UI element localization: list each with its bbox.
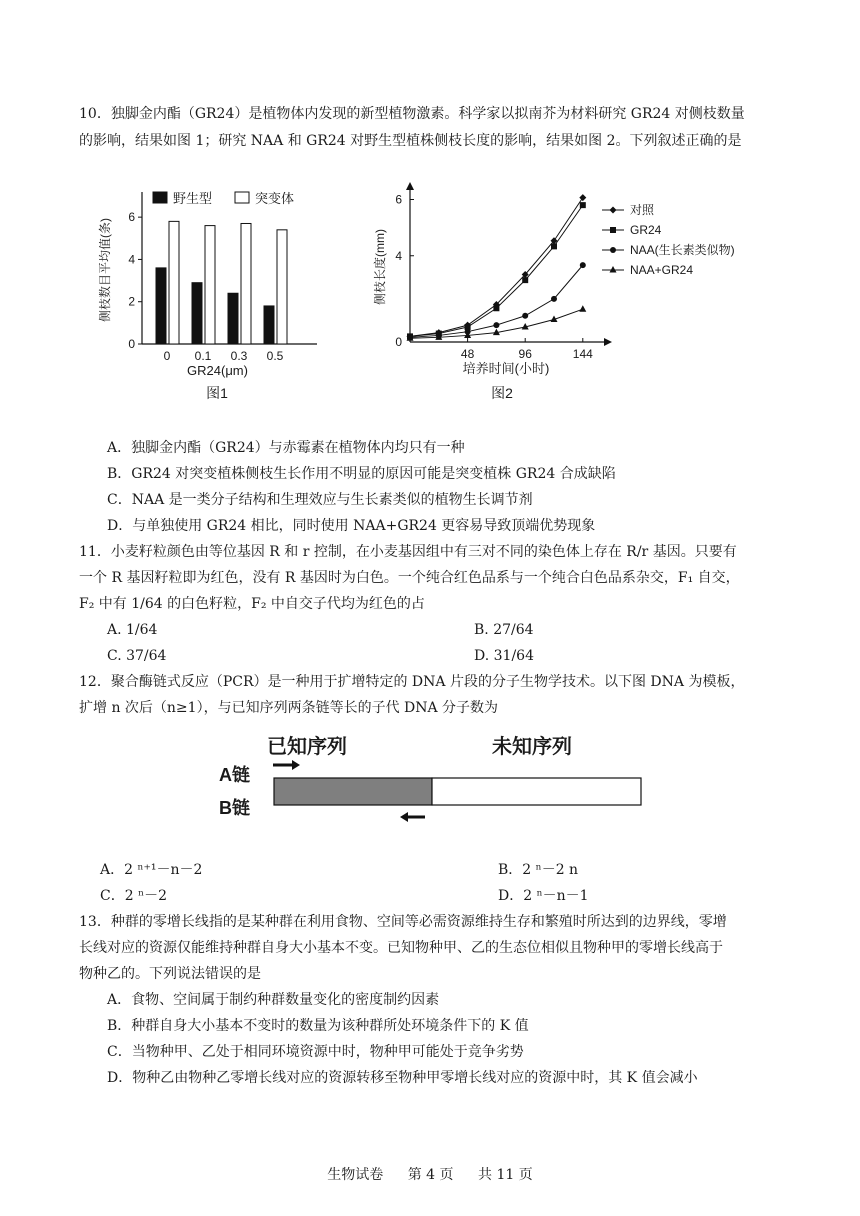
q13-option-d: D．物种乙由物种乙零增长线对应的资源转移至物种甲零增长线对应的资源中时，其 K 值会减小	[107, 1070, 698, 1086]
q13-option-b: B．种群自身大小基本不变时的数量为该种群所处环境条件下的 K 值	[107, 1018, 529, 1034]
q10-stem-line1: 10．独脚金内酯（GR24）是植物体内发现的新型植物激素。科学家以拟南芥为材料研究 GR24 对侧枝数量	[79, 106, 745, 122]
fig1-bar-wildtype	[228, 293, 238, 344]
fig2-x-tick-label: 96	[518, 347, 532, 361]
fig2-point-circle	[551, 296, 557, 302]
fig2-point-square	[493, 305, 499, 311]
fig2-legend-label: 对照	[630, 203, 655, 217]
fig1-bar-mutant	[277, 230, 287, 344]
q12-option-b: B．2 ⁿ－2 n	[498, 862, 579, 878]
fig1-y-tick-label: 6	[128, 210, 135, 225]
fig1-y-axis-label: 侧枝数目平均值(条)	[98, 218, 112, 322]
q11-option-a: A. 1/64	[107, 622, 158, 638]
fig1-y-tick-label: 4	[128, 252, 135, 267]
fig2-y-axis-arrow-icon	[406, 182, 414, 190]
q10-stem-line2: 的影响，结果如图 1；研究 NAA 和 GR24 对野生型植株侧枝长度的影响，结果如图 2。下列叙述正确的是	[79, 133, 742, 149]
fig2-point-square	[551, 243, 557, 249]
unknown-sequence-label: 未知序列	[492, 736, 572, 758]
fig2-point-diamond	[579, 194, 586, 201]
footer-page-number: 第 4 页	[407, 1167, 454, 1183]
fig2-legend-marker-circle-icon	[610, 247, 616, 253]
fig2-x-tick-label: 48	[460, 347, 475, 361]
q11-stem-line3: F₂ 中有 1/64 的白色籽粒，F₂ 中自交子代均为红色的占	[79, 596, 425, 612]
fig2-x-axis-arrow-icon	[604, 338, 612, 346]
reverse-primer-arrow-icon	[400, 812, 425, 822]
q12-option-d: D．2 ⁿ－n－1	[498, 888, 589, 904]
q11-option-c: C. 37/64	[107, 648, 167, 664]
fig2-legend-label: GR24	[630, 223, 662, 237]
fig2-series-line-diamond	[410, 198, 583, 337]
q11-option-b: B. 27/64	[474, 622, 534, 638]
fig1-bar-mutant	[241, 223, 251, 344]
q11-stem-line2: 一个 R 基因籽粒即为红色，没有 R 基因时为白色。一个纯合红色品系与一个纯合白色品系杂交，F₁ 自交，	[79, 570, 740, 586]
known-sequence-label: 已知序列	[267, 736, 347, 758]
q12-stem-line1: 12．聚合酶链式反应（PCR）是一种用于扩增特定的 DNA 片段的分子生物学技术。以下图 DNA 为模板，	[79, 674, 745, 690]
fig2-point-triangle	[579, 305, 586, 312]
q12-option-a: A．2 ⁿ⁺¹－n－2	[100, 862, 203, 878]
fig2-legend-label: NAA(生长素类似物)	[630, 243, 735, 257]
figure-2-line-chart	[370, 180, 770, 405]
fig2-point-square	[580, 202, 586, 208]
fig2-y-tick-label: 6	[395, 192, 402, 207]
q11-stem-line1: 11．小麦籽粒颜色由等位基因 R 和 r 控制，在小麦基因组中有三对不同的染色体上存在 R/r 基因。只要有	[79, 544, 737, 560]
fig2-y-tick-label: 4	[395, 248, 402, 263]
fig2-point-square	[522, 277, 528, 283]
fig1-legend-swatch	[235, 192, 249, 203]
q12-stem-line2: 扩增 n 次后（n≥1），与已知序列两条链等长的子代 DNA 分子数为	[79, 700, 499, 716]
fig2-caption: 图2	[491, 385, 513, 401]
q13-stem-line1: 13．种群的零增长线指的是某种群在利用食物、空间等必需资源维持生存和繁殖时所达到的边界线，零增	[79, 914, 727, 930]
fig1-bar-wildtype	[192, 283, 202, 344]
q10-option-d: D．与单独使用 GR24 相比，同时使用 NAA+GR24 更容易导致顶端优势现象	[107, 518, 596, 534]
q13-option-c: C．当物种甲、乙处于相同环境资源中时，物种甲可能处于竞争劣势	[107, 1044, 524, 1060]
fig1-y-tick-label: 0	[128, 337, 135, 351]
fig1-x-tick-label: 0.1	[194, 349, 212, 363]
fig1-bar-mutant	[205, 226, 215, 344]
unknown-sequence-segment	[432, 778, 641, 805]
fig2-legend-marker-square-icon	[610, 227, 616, 233]
fig2-point-circle	[580, 262, 586, 268]
q13-stem-line2: 长线对应的资源仅能维持种群自身大小基本不变。已知物种甲、乙的生态位相似且物种甲的零增长线高于	[79, 940, 723, 956]
footer-total-pages: 共 11 页	[478, 1167, 533, 1183]
fig2-point-circle	[493, 322, 499, 328]
fig2-legend-marker-diamond-icon	[610, 207, 617, 214]
fig2-point-circle	[522, 313, 528, 319]
fig1-caption: 图1	[206, 385, 228, 401]
q10-option-b: B．GR24 对突变植株侧枝生长作用不明显的原因可能是突变植株 GR24 合成缺陷	[107, 466, 616, 482]
chain-b-label: B链	[219, 798, 250, 818]
q13-stem-line3: 物种乙的。下列说法错误的是	[79, 966, 261, 982]
page-footer	[0, 1164, 860, 1184]
q12-option-c: C．2 ⁿ－2	[100, 888, 168, 904]
q13-option-a: A．食物、空间属于制约种群数量变化的密度制约因素	[107, 992, 440, 1008]
fig2-y-tick-label: 0	[395, 335, 402, 349]
chain-a-label: A链	[219, 765, 250, 785]
fig2-y-axis-label: 侧枝长度(mm)	[373, 229, 387, 305]
figure-1-bar-chart	[95, 180, 340, 405]
fig1-legend-label: 野生型	[173, 191, 213, 206]
fig2-x-tick-label: 144	[572, 347, 593, 361]
q10-option-c: C．NAA 是一类分子结构和生理效应与生长素类似的植物生长调节剂	[107, 492, 533, 508]
fig1-legend-label: 突变体	[255, 191, 295, 206]
q10-option-a: A．独脚金内酯（GR24）与赤霉素在植物体内均只有一种	[107, 440, 465, 456]
q11-option-d: D. 31/64	[474, 648, 534, 664]
fig1-x-axis-label: GR24(μm)	[187, 363, 248, 378]
fig1-x-tick-label: 0.3	[230, 349, 248, 363]
fig1-x-tick-label: 0	[163, 349, 171, 363]
footer-subject: 生物试卷	[327, 1167, 384, 1183]
fig1-y-tick-label: 2	[128, 294, 135, 309]
known-sequence-segment	[274, 778, 432, 805]
fig1-bar-mutant	[169, 221, 179, 344]
fig1-legend-swatch	[153, 192, 167, 203]
fig2-series-line-square	[410, 205, 583, 336]
fig2-legend-label: NAA+GR24	[630, 263, 694, 277]
forward-primer-arrow-icon	[273, 760, 300, 770]
fig1-bar-wildtype	[264, 306, 274, 344]
fig1-bar-wildtype	[156, 268, 166, 344]
fig2-legend-marker-triangle-icon	[610, 266, 617, 273]
dna-pcr-diagram	[210, 725, 660, 835]
fig1-x-tick-label: 0.5	[266, 349, 284, 363]
fig2-x-axis-label: 培养时间(小时)	[462, 361, 550, 376]
